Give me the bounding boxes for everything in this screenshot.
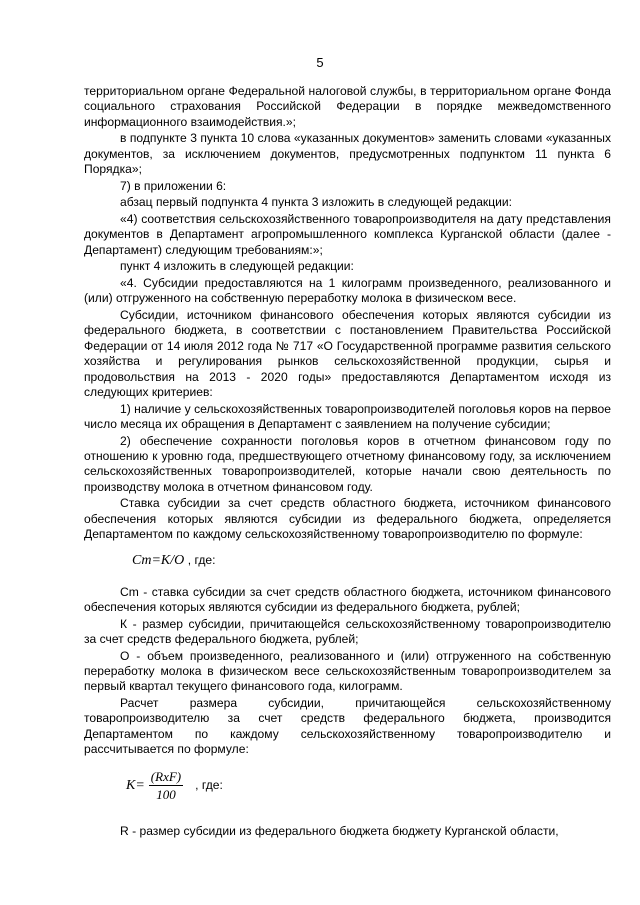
paragraph: в подпункте 3 пункта 10 слова «указанных документов» заменить словами «указанных документов, за исключением документов, предусмотренных подпунктом 11 пункта 6 Порядка»; (84, 131, 611, 177)
formula-k-lhs: K= (126, 777, 145, 793)
paragraph: Субсидии, источником финансового обеспечения которых являются субсидии из федерального бюджета, в соответствии с постановлением Правительства Российской Федерации от 14 июля 2012 года № 717 «О Государственной программе развития сельского хозяйства и регулирования рынков сельскохозяйственной продукции, сырья и продовольствия на 2013 - 2020 годы» предоставляются Департаментом исходя из следующих критериев: (84, 308, 611, 400)
formula-k (126, 768, 611, 804)
paragraph: 1) наличие у сельскохозяйственных товаропроизводителей поголовья коров на первое число месяца их обращения в Департамент с заявлением на получение субсидии; (84, 401, 611, 432)
paragraph: Cm - ставка субсидии за счет средств областного бюджета, источником финансового обеспечения которых являются субсидии из федерального бюджета, рублей; (84, 584, 611, 615)
paragraph: О - объем произведенного, реализованного и (или) отгруженного на собственную переработку молока в физическом весе сельскохозяйственным товаропроизводителем за первый квартал текущего финансового года, килограмм. (84, 648, 611, 694)
formula-k-suffix: , где: (195, 777, 223, 792)
document-body (84, 84, 611, 840)
paragraph: абзац первый подпункта 4 пункта 3 изложить в следующей редакции: (120, 195, 513, 210)
paragraph: пункт 4 изложить в следующей редакции: (120, 259, 354, 274)
formula-cm (132, 553, 611, 573)
text-section-a (84, 84, 611, 543)
paragraph: К - размер субсидии, причитающейся сельскохозяйственному товаропроизводителю за счет средств федерального бюджета, рублей; (84, 616, 611, 647)
text-section-c (84, 824, 611, 839)
paragraph: 7) в приложении 6: (120, 178, 227, 193)
paragraph: R - размер субсидии из федерального бюджета бюджету Курганской области, (120, 823, 559, 838)
paragraph: Расчет размера субсидии, причитающейся сельскохозяйственному товаропроизводителю за счет средств федерального бюджета, производится Департаментом по каждому сельскохозяйственному товаропроизводителю и рассчитывается по формуле: (84, 696, 611, 757)
paragraph: «4. Субсидии предоставляются на 1 килограмм произведенного, реализованного и (или) отгруженного на собственную переработку молока в физическом весе. (84, 276, 611, 306)
formula-cm-expression: Cm=K/O (132, 552, 185, 568)
paragraph: территориальном органе Федеральной налоговой службы, в территориальном органе Фонда социального страхования Российской Федерации в порядке межведомственного информационного взаимодействия.»; (84, 84, 611, 129)
formula-cm-suffix: , где: (187, 552, 216, 567)
page-number: 5 (316, 55, 324, 70)
text-section-b (84, 585, 611, 758)
paragraph: 2) обеспечение сохранности поголовья коров в отчетном финансовом году по отношению к уровню года, предшествующего отчетному финансовому году, за исключением сельскохозяйственных товаропроизводителей, которые начали свою деятельность по производству молока в отчетном финансовом году. (84, 433, 611, 494)
formula-k-denominator: 100 (156, 787, 176, 803)
formula-k-fraction (149, 769, 183, 803)
paragraph: Ставка субсидии за счет средств областного бюджета, источником финансового обеспечения которых являются субсидии из федерального бюджета, определяется Департаментом по каждому сельскохозяйственному товаропроизводителю по формуле: (84, 496, 611, 542)
formula-k-numerator: (RxF) (149, 769, 183, 786)
paragraph: «4) соответствия сельскохозяйственного товаропроизводителя на дату представления документов в Департамент агропромышленного комплекса Курганской области (далее - Департамент) следующим требованиям:»; (84, 212, 611, 257)
